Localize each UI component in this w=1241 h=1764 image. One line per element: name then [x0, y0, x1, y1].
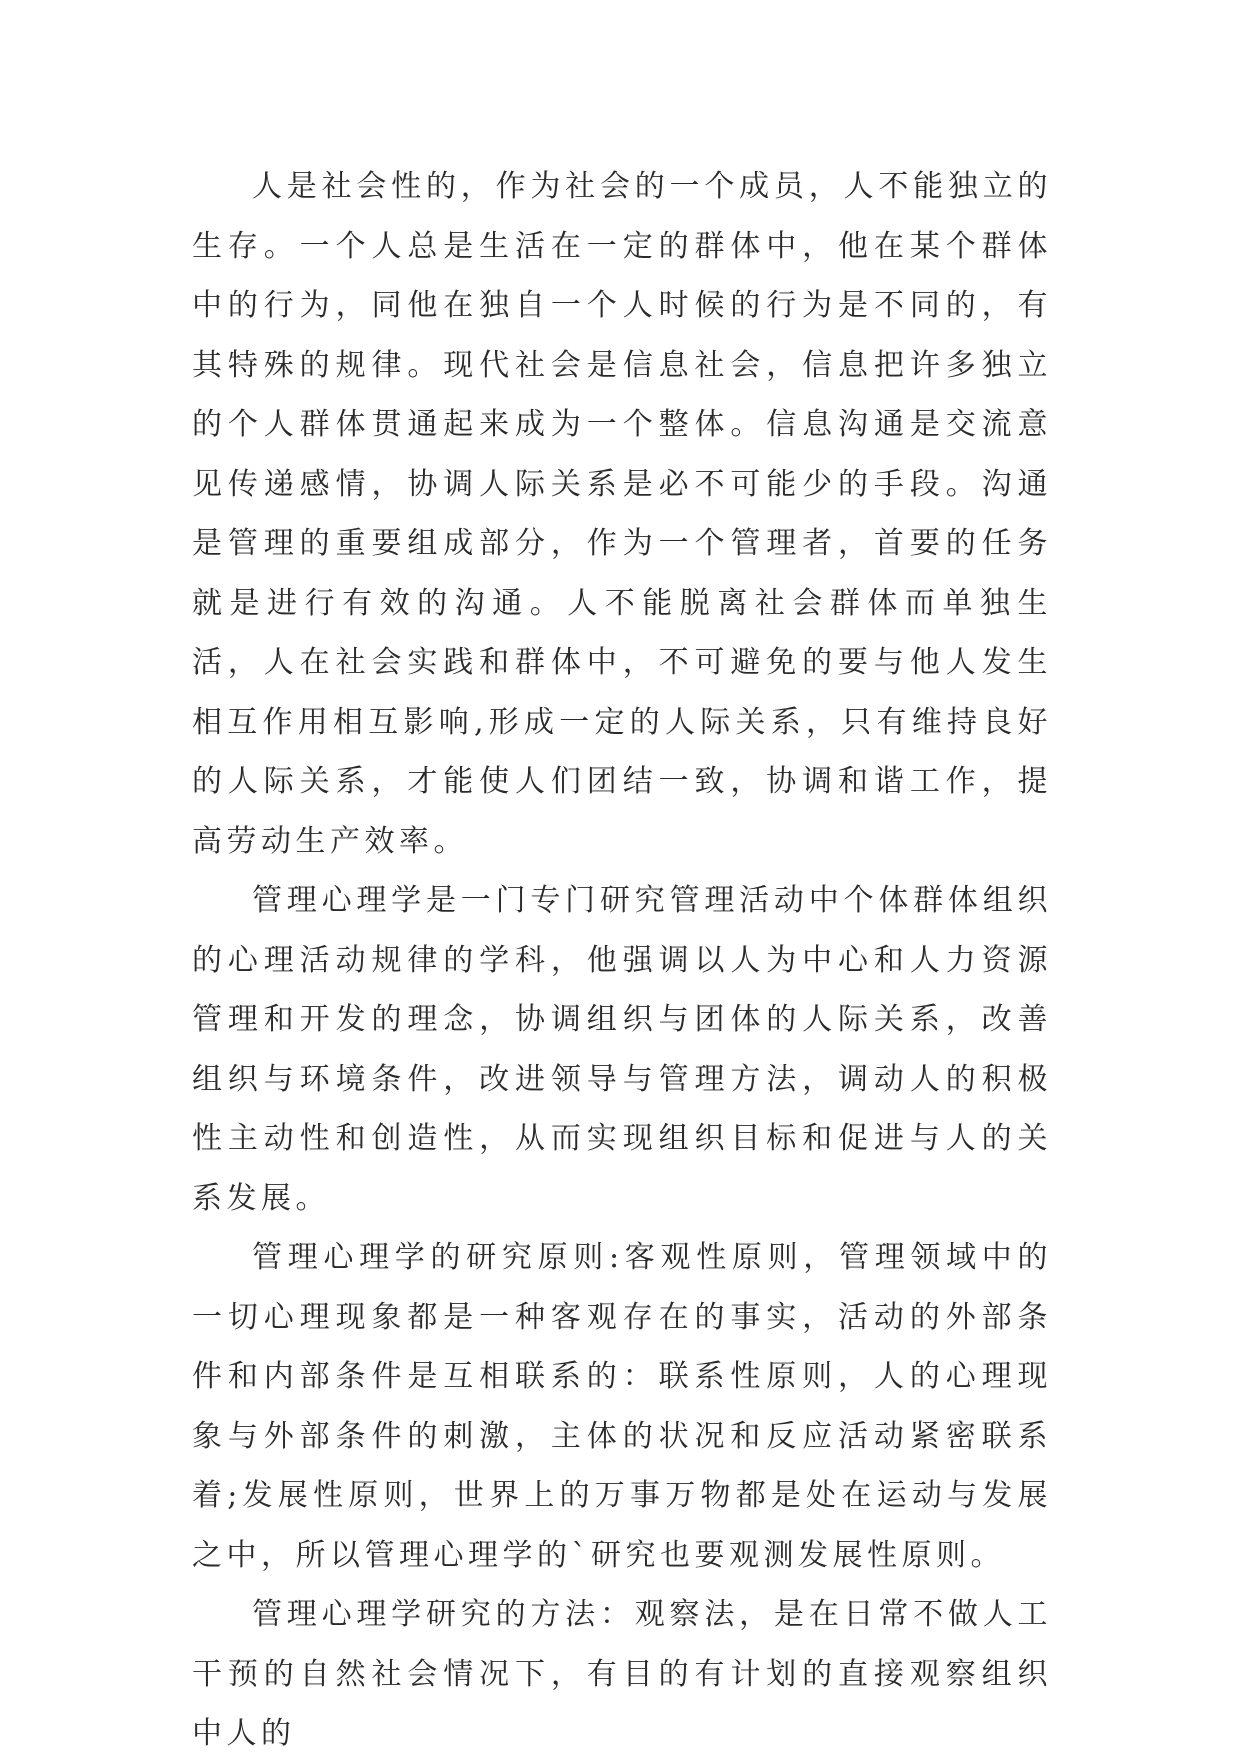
paragraph-management-psychology-definition: 管理心理学是一门专门研究管理活动中个体群体组织的心理活动规律的学科，他强调以人为中心和人力资源管理和开发的理念，协调组织与团体的人际关系，改善组织与环境条件，改进领导与管理方法，调动人的积极性主动性和创造性，从而实现组织目标和促进与人的关系发展。 [192, 883, 1052, 1216]
paragraph-research-principles: 管理心理学的研究原则:客观性原则，管理领域中的一切心理现象都是一种客观存在的事实，活动的外部条件和内部条件是互相联系的：联系性原则，人的心理现象与外部条件的刺激，主体的状况和反应活动紧密联系着;发展性原则，世界上的万事万物都是处在运动与发展之中，所以管理心理学的`研究也要观测发展性原则。 [192, 1240, 1052, 1573]
paragraph-social-nature: 人是社会性的，作为社会的一个成员，人不能独立的生存。一个人总是生活在一定的群体中，他在某个群体中的行为，同他在独自一个人时候的行为是不同的，有其特殊的规律。现代社会是信息社会，信息把许多独立的个人群体贯通起来成为一个整体。信息沟通是交流意见传递感情，协调人际关系是必不可能少的手段。沟通是管理的重要组成部分，作为一个管理者，首要的任务就是进行有效的沟通。人不能脱离社会群体而单独生活，人在社会实践和群体中，不可避免的要与他人发生相互作用相互影响,形成一定的人际关系，只有维持良好的人际关系，才能使人们团结一致，协调和谐工作，提高劳动生产效率。 [192, 169, 1052, 859]
document-body [192, 157, 1052, 1764]
paragraph-research-methods: 管理心理学研究的方法：观察法，是在日常不做人工干预的自然社会情况下，有目的有计划的直接观察组织中人的 [192, 1597, 1052, 1751]
